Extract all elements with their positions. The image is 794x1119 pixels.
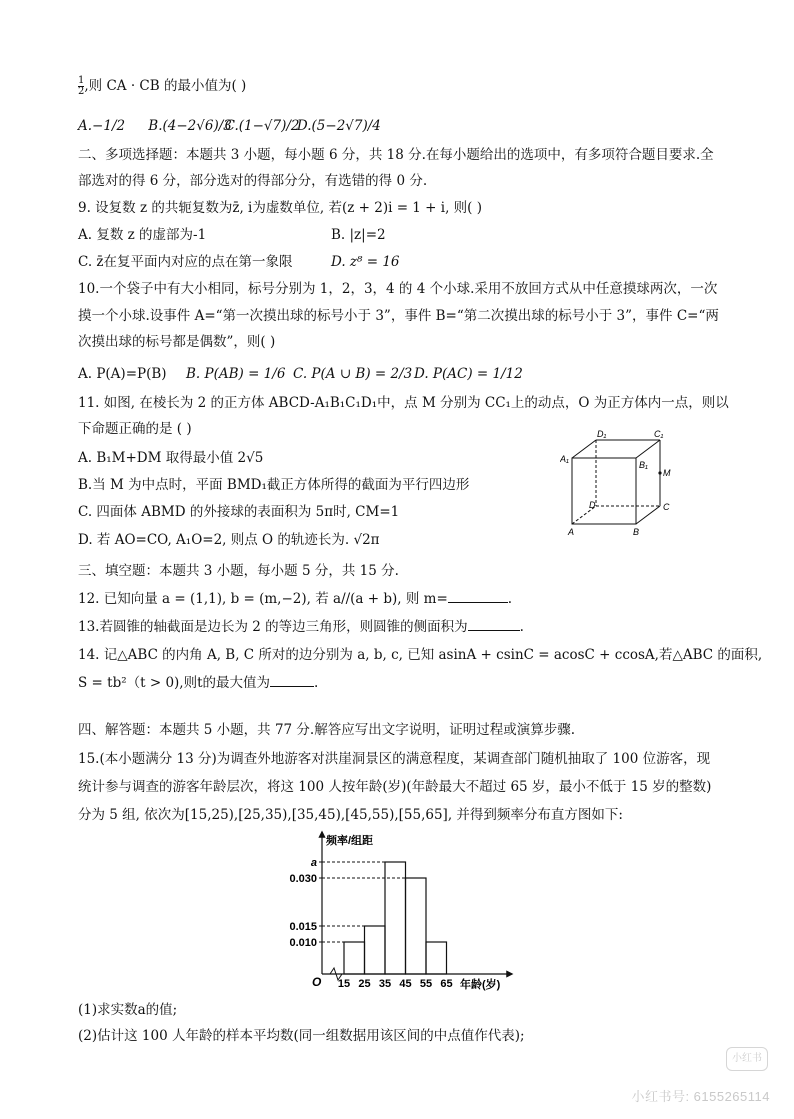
q11-option-d: D. 若 AO=CO, A₁O=2, 则点 O 的轨迹长为. √2π xyxy=(78,532,380,548)
frequency-histogram xyxy=(276,826,536,996)
label-d: D xyxy=(589,500,596,510)
q8-frac: $\frac{1}{2}$ xyxy=(78,75,85,97)
q9-stem: 9. 设复数 z 的共轭复数为z̄, i为虚数单位, 若(z + 2)i = 1 + i, 则( ) xyxy=(78,200,483,216)
y-tick-label: a xyxy=(310,857,317,869)
y-tick-label: 0.030 xyxy=(289,873,317,885)
x-axis-label: 年龄(岁) xyxy=(460,979,501,991)
q15-sub1: (1)求实数a的值; xyxy=(78,1002,178,1018)
label-b1: B₁ xyxy=(639,460,648,470)
section4-header: 四、解答题：本题共 5 小题，共 77 分.解答应写出文字说明，证明过程或演算步骤. xyxy=(78,722,576,738)
q10-stem-line1: 10.一个袋子中有大小相同，标号分别为 1，2，3，4 的 4 个小球.采用不放回方式从中任意摸球两次，一次 xyxy=(78,281,718,297)
histogram-bar xyxy=(365,926,386,974)
label-a: A xyxy=(568,527,575,537)
q11-option-c: C. 四面体 ABMD 的外接球的表面积为 5π时, CM=1 xyxy=(78,504,400,520)
q8-options xyxy=(78,116,381,136)
q14-line2: S = tb²（t > 0),则t的最大值为 . xyxy=(78,675,319,691)
q9-option-c: C. z̄在复平面内对应的点在第一象限 xyxy=(78,254,293,270)
q9-option-a: A. 复数 z 的虚部为-1 xyxy=(78,227,207,243)
label-b: B xyxy=(633,527,640,537)
x-tick-label: 25 xyxy=(358,978,371,990)
section2-header-line2: 部选对的得 6 分，部分选对的得部分分，有选错的得 0 分. xyxy=(78,173,428,189)
q10-option-b: B. P(AB) = 1/6 xyxy=(186,366,286,382)
q10-option-c: C. P(A ∪ B) = 2/3 xyxy=(293,366,413,382)
y-axis-label: 频率/组距 xyxy=(326,835,374,847)
q15-line3: 分为 5 组, 依次为[15,25),[25,35),[35,45),[45,55),[55,65], 并得到频率分布直方图如下: xyxy=(78,807,623,823)
q10-stem-line3: 次摸出球的标号都是偶数”，则( ) xyxy=(78,334,276,350)
watermark-logo: 小红书 xyxy=(726,1047,768,1071)
x-tick-label: 65 xyxy=(440,978,453,990)
label-d1: D₁ xyxy=(597,429,607,439)
x-tick-label: 15 xyxy=(337,978,351,990)
y-tick-label: 0.010 xyxy=(289,937,317,949)
q11-stem-line1: 11. 如图, 在棱长为 2 的正方体 ABCD-A₁B₁C₁D₁中，点 M 分别为 CC₁上的动点，O 为正方体内一点，则以 xyxy=(78,395,729,411)
q15-line1: 15.(本小题满分 13 分)为调查外地游客对洪崖洞景区的满意程度，某调查部门随机抽取了 100 位游客，现 xyxy=(78,751,711,767)
histogram-bar xyxy=(406,878,427,974)
section3-header: 三、填空题：本题共 3 小题，每小题 5 分，共 15 分. xyxy=(78,563,399,579)
q14-answer-blank xyxy=(270,674,314,687)
q9-option-d: D. z⁸ = 16 xyxy=(331,254,400,270)
x-tick-label: 45 xyxy=(399,978,412,990)
q12: 12. 已知向量 a = (1,1), b = (m,−2), 若 a//(a + b), 则 m= . xyxy=(78,591,513,607)
watermark-text: 小红书号: 6155265114 xyxy=(631,1089,770,1104)
y-tick-label: 0.015 xyxy=(289,921,317,933)
q10-stem-line2: 摸一个小球.设事件 A=“第一次摸出球的标号小于 3”，事件 B=“第二次摸出球的标号小于 3”，事件 C=“两 xyxy=(78,308,719,324)
label-m: M xyxy=(663,468,671,478)
origin-label: O xyxy=(312,975,322,989)
q10-option-d: D. P(AC) = 1/12 xyxy=(414,366,523,382)
label-c1: C₁ xyxy=(654,429,664,439)
q13-answer-blank xyxy=(468,618,520,631)
x-tick-label: 35 xyxy=(378,978,392,990)
q9-option-b: B. |z|=2 xyxy=(331,227,386,243)
histogram-bar xyxy=(385,862,406,974)
q11-option-a: A. B₁M+DM 取得最小值 2√5 xyxy=(78,450,264,466)
q11-stem-line2: 下命题正确的是 ( ) xyxy=(78,421,192,437)
q10-option-a: A. P(A)=P(B) xyxy=(78,366,167,382)
cube-figure xyxy=(560,428,680,540)
q8-option-c: C.(1−√7)/2 xyxy=(224,118,300,134)
q15-line2: 统计参与调查的游客年龄层次，将这 100 人按年龄(岁)(年龄最大不超过 65 岁，最小不低于 15 岁的整数) xyxy=(78,779,712,795)
histogram-bar xyxy=(426,942,447,974)
q11-option-b: B.当 M 为中点时，平面 BMD₁截正方体所得的截面为平行四边形 xyxy=(78,477,470,493)
section2-header-line1: 二、多项选择题：本题共 3 小题，每小题 6 分，共 18 分.在每小题给出的选项中，有多项符合题目要求.全 xyxy=(78,147,714,163)
q8-option-a: A.−1/2 xyxy=(78,118,126,134)
x-tick-label: 55 xyxy=(419,978,433,990)
q12-answer-blank xyxy=(448,590,508,603)
histogram-bar xyxy=(344,942,365,974)
q8-stem: $\frac{1}{2}$ ,则 CA · CB 的最小值为( ) xyxy=(78,75,247,97)
q15-sub2: (2)估计这 100 人年龄的样本平均数(同一组数据用该区间的中点值作代表); xyxy=(78,1028,525,1044)
q13: 13.若圆锥的轴截面是边长为 2 的等边三角形，则圆锥的侧面积为 . xyxy=(78,619,524,635)
q14-line1: 14. 记△ABC 的内角 A, B, C 所对的边分别为 a, b, c, 已知 asinA + csinC = acosC + ccosA,若△ABC 的面积, xyxy=(78,647,763,663)
label-a1: A₁ xyxy=(560,454,569,464)
label-c: C xyxy=(663,502,670,512)
q8-option-d: D.(5−2√7)/4 xyxy=(296,118,381,134)
q8-option-b: B.(4−2√6)/3 xyxy=(148,118,232,134)
